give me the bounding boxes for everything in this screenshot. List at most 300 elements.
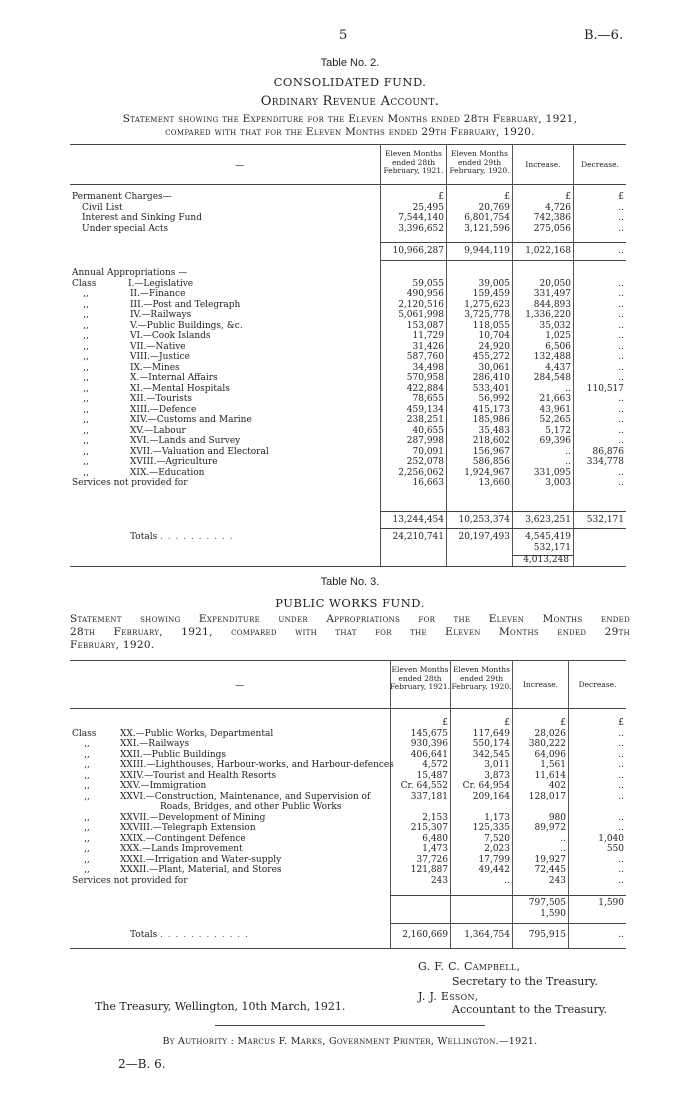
pound-sign: £ xyxy=(504,718,510,728)
value-increase: 4,726 xyxy=(545,202,571,213)
row-label: XX.—Public Works, Departmental xyxy=(120,728,274,739)
value-increase: 72,445 xyxy=(534,865,566,875)
value-decrease: .. xyxy=(618,289,624,299)
value-increase: 380,222 xyxy=(528,739,566,749)
table-row xyxy=(70,813,626,824)
table2-fund-title: CONSOLIDATED FUND. xyxy=(273,75,427,89)
table-row xyxy=(70,331,626,342)
table2-net-increase: 4,013,248 xyxy=(523,555,569,565)
row-prefix: ,, xyxy=(83,425,89,436)
table2-annual-appropriations xyxy=(70,268,626,489)
printer-authority: By Authority : Marcus F. Marks, Government Printer, Wellington.—1921. xyxy=(162,1036,538,1047)
table-row xyxy=(70,213,626,224)
subtotal-decrease: 532,171 xyxy=(586,515,624,525)
row-prefix: ,, xyxy=(83,320,89,331)
value-1921: 4,572 xyxy=(422,760,448,770)
row-prefix: ,, xyxy=(83,331,89,341)
row-label: Interest and Sinking Fund xyxy=(82,213,202,223)
table-row xyxy=(70,224,626,235)
value-decrease: .. xyxy=(618,823,624,833)
row-prefix: ,, xyxy=(83,362,89,373)
row-label: XXII.—Public Buildings xyxy=(120,749,227,760)
value-1920: 185,986 xyxy=(472,415,510,425)
value-decrease: .. xyxy=(618,760,624,770)
value-increase: .. xyxy=(560,844,566,854)
row-label: IX.—Mines xyxy=(130,362,180,373)
row-prefix: ,, xyxy=(84,844,90,854)
value-increase: 331,497 xyxy=(533,289,571,299)
value-increase: 1,025 xyxy=(545,331,571,341)
value-1920: 533,401 xyxy=(472,383,510,394)
table-row xyxy=(70,394,626,405)
value-1920: 117,649 xyxy=(472,728,510,739)
value-increase: 52,265 xyxy=(539,415,571,425)
value-increase: 980 xyxy=(548,812,566,823)
row-label: X.—Internal Affairs xyxy=(130,373,218,383)
table-row: Totals . . . . . . . . . . . . 2,160,669 1,364,754 795,915 .. xyxy=(130,930,624,940)
row-label: V.—Public Buildings, &c. xyxy=(130,320,243,331)
value-1920: 159,459 xyxy=(472,289,510,299)
row-label: XXVII.—Development of Mining xyxy=(120,812,266,823)
pound-sign: £ xyxy=(560,718,566,728)
value-1921: Cr. 64,552 xyxy=(400,781,448,791)
table-row xyxy=(70,405,626,416)
value-1921: 70,091 xyxy=(412,446,444,457)
value-1921: 1,473 xyxy=(422,844,448,854)
table-row xyxy=(70,342,626,353)
value-1921: 2,120,516 xyxy=(398,299,444,310)
value-1920: 49,442 xyxy=(478,865,510,875)
row-label: XIX.—Education xyxy=(130,467,205,478)
value-1920: 586,856 xyxy=(472,457,510,467)
value-1921: 3,396,652 xyxy=(398,223,444,234)
value-decrease: .. xyxy=(618,436,624,446)
table2-permanent-charges xyxy=(70,192,626,234)
value-1920: 35,483 xyxy=(478,425,510,436)
total-increase: 795,915 xyxy=(528,930,566,940)
value-decrease: .. xyxy=(618,425,624,436)
row-label: XXIX.—Contingent Defence xyxy=(120,833,246,844)
table2-statement-line1: Statement showing the Expenditure for the Eleven Months ended 28th February, 1921, xyxy=(122,113,578,125)
total-decrease-offset: 532,171 xyxy=(533,542,571,553)
value-increase: 275,056 xyxy=(533,223,571,234)
table-row xyxy=(70,268,626,279)
value-increase: .. xyxy=(565,446,571,457)
value-1920: .. xyxy=(504,875,510,886)
value-decrease: .. xyxy=(618,341,624,352)
value-decrease: .. xyxy=(618,352,624,362)
row-prefix: Class xyxy=(72,728,97,739)
value-decrease: 550 xyxy=(606,844,624,854)
value-decrease: .. xyxy=(618,394,624,404)
table2-statement-line2: compared with that for the Eleven Months ended 29th February, 1920. xyxy=(165,126,535,138)
table-row xyxy=(70,855,626,866)
table3-header-increase: Increase. xyxy=(522,680,559,689)
value-1921: 15,487 xyxy=(416,770,448,781)
table2-header-increase: Increase. xyxy=(525,160,561,169)
value-1920: 550,174 xyxy=(472,739,510,749)
value-1920: 1,924,967 xyxy=(464,467,510,478)
row-prefix: ,, xyxy=(84,749,90,760)
value-1920: 30,061 xyxy=(478,362,510,373)
value-1920: 3,121,596 xyxy=(464,223,510,234)
value-decrease: .. xyxy=(618,362,624,373)
subtotal-1921: 10,966,287 xyxy=(392,246,444,256)
table3-header-decrease: Decrease. xyxy=(578,680,617,689)
value-1920: 7,520 xyxy=(484,833,510,844)
value-1921: 25,495 xyxy=(412,202,444,213)
table-row xyxy=(70,771,626,782)
value-increase: 128,017 xyxy=(528,791,566,802)
value-decrease: .. xyxy=(618,320,624,331)
row-prefix: Class xyxy=(72,278,97,289)
table-row xyxy=(70,373,626,384)
row-label-continued: Roads, Bridges, and other Public Works xyxy=(160,802,342,812)
table-row xyxy=(70,384,626,395)
table-row xyxy=(70,844,626,855)
table-row xyxy=(70,363,626,374)
row-prefix: ,, xyxy=(83,467,89,478)
value-1920: 209,164 xyxy=(472,791,510,802)
value-1921: 153,087 xyxy=(406,320,444,331)
row-prefix: ,, xyxy=(83,289,89,299)
footer-code: 2—B. 6. xyxy=(118,1057,166,1071)
value-decrease: .. xyxy=(618,749,624,760)
value-1920: 2,023 xyxy=(484,844,510,854)
subtotal-1920: 10,253,374 xyxy=(458,515,510,525)
row-prefix: ,, xyxy=(83,310,89,320)
value-decrease: .. xyxy=(618,299,624,310)
table-row xyxy=(70,876,626,887)
value-decrease: .. xyxy=(618,739,624,749)
pound-sign: £ xyxy=(565,192,571,202)
value-decrease: 334,778 xyxy=(586,457,624,467)
row-prefix: ,, xyxy=(83,373,89,383)
signatory-2-title: Accountant to the Treasury. xyxy=(452,1003,607,1016)
row-label: VII.—Native xyxy=(130,341,186,352)
value-decrease: 110,517 xyxy=(586,383,624,394)
row-label: XII.—Tourists xyxy=(130,394,192,404)
value-increase: .. xyxy=(565,383,571,394)
row-prefix: ,, xyxy=(83,352,89,362)
table-row xyxy=(70,468,626,479)
value-increase: 35,032 xyxy=(539,320,571,331)
table-row xyxy=(70,760,626,771)
row-prefix: ,, xyxy=(83,404,89,415)
table-row xyxy=(70,415,626,426)
value-1921: 422,884 xyxy=(406,383,444,394)
total-1921: 24,210,741 xyxy=(392,532,444,542)
value-decrease: .. xyxy=(618,278,624,289)
total-1920: 1,364,754 xyxy=(464,930,510,940)
value-decrease: .. xyxy=(618,331,624,341)
row-prefix: ,, xyxy=(83,436,89,446)
value-increase: 331,095 xyxy=(533,467,571,478)
value-increase: 1,561 xyxy=(540,760,566,770)
table3-subtotal xyxy=(70,898,626,919)
value-1920: 218,602 xyxy=(472,436,510,446)
value-1921: 7,544,140 xyxy=(398,213,444,223)
value-decrease: 86,876 xyxy=(592,446,624,457)
row-label: XXIV.—Tourist and Health Resorts xyxy=(120,770,277,781)
value-increase: 844,893 xyxy=(533,299,571,310)
table-row xyxy=(70,543,626,554)
value-decrease: .. xyxy=(618,854,624,865)
table3-header-1920: Eleven Months ended 29th February, 1920. xyxy=(451,665,512,691)
value-increase: 28,026 xyxy=(534,728,566,739)
table3-header-1921: Eleven Months ended 28th February, 1921. xyxy=(390,665,450,691)
table2-permanent-subtotal xyxy=(70,246,626,257)
value-1921: 11,729 xyxy=(412,331,444,341)
signatory-1-title: Secretary to the Treasury. xyxy=(452,975,598,988)
table-row xyxy=(70,447,626,458)
row-prefix: ,, xyxy=(83,299,89,310)
table-row xyxy=(70,310,626,321)
value-decrease: .. xyxy=(618,467,624,478)
row-prefix: ,, xyxy=(84,760,90,770)
value-1921: 287,998 xyxy=(406,436,444,446)
value-1920: 125,335 xyxy=(472,823,510,833)
table-row xyxy=(70,823,626,834)
table-row xyxy=(70,898,626,909)
value-increase: 742,386 xyxy=(533,213,571,223)
pound-sign: £ xyxy=(442,718,448,728)
value-1921: 215,307 xyxy=(410,823,448,833)
table3-statement-line2: 28th February, 1921, compared with that for the Eleven Months ended 29th xyxy=(70,626,630,638)
row-label: Services not provided for xyxy=(72,875,188,886)
value-increase: 69,396 xyxy=(539,436,571,446)
value-1920: 1,275,623 xyxy=(464,299,510,310)
value-1921: 587,760 xyxy=(406,352,444,362)
table2-account-title: Ordinary Revenue Account. xyxy=(260,94,440,109)
row-prefix: ,, xyxy=(84,865,90,875)
value-1920: 455,272 xyxy=(472,352,510,362)
row-prefix: ,, xyxy=(83,446,89,457)
total-increase: 4,545,419 xyxy=(525,532,571,542)
table-row xyxy=(70,909,626,920)
row-label: XXX.—Lands Improvement xyxy=(120,844,243,854)
row-label: XXI.—Railways xyxy=(120,739,190,749)
value-increase: .. xyxy=(565,457,571,467)
table-row xyxy=(70,834,626,845)
value-increase: 243 xyxy=(548,875,566,886)
value-decrease: .. xyxy=(618,728,624,739)
value-increase: 6,506 xyxy=(545,341,571,352)
row-label: Civil List xyxy=(82,202,123,213)
row-label: XI.—Mental Hospitals xyxy=(130,383,230,394)
row-prefix: ,, xyxy=(84,823,90,833)
value-1921: 145,675 xyxy=(410,728,448,739)
value-increase: 20,050 xyxy=(539,278,571,289)
value-1921: 6,480 xyxy=(422,833,448,844)
table-row xyxy=(70,750,626,761)
subtotal-1921: 13,244,454 xyxy=(392,515,444,525)
pound-sign: £ xyxy=(618,192,624,202)
table3-statement-line3: February, 1920. xyxy=(70,639,155,651)
table-row xyxy=(70,478,626,489)
table3-statement-line1: Statement showing Expenditure under Appropriations for the Eleven Months ended xyxy=(70,613,630,625)
value-increase: 89,972 xyxy=(534,823,566,833)
value-1921: 2,153 xyxy=(422,812,448,823)
pound-sign: £ xyxy=(438,192,444,202)
row-label: XIII.—Defence xyxy=(130,404,197,415)
row-label: XXV.—Immigration xyxy=(120,781,207,791)
table3-header-blank: — xyxy=(235,680,245,691)
value-1921: 31,426 xyxy=(412,341,444,352)
row-prefix: ,, xyxy=(84,812,90,823)
row-prefix: ,, xyxy=(83,457,89,467)
table-row xyxy=(70,515,626,526)
value-increase: 21,663 xyxy=(539,394,571,404)
table-row xyxy=(70,739,626,750)
value-increase: 402 xyxy=(548,781,566,791)
value-1921: 78,655 xyxy=(412,394,444,404)
row-label: XVIII.—Agriculture xyxy=(130,457,218,467)
subtotal-decrease: .. xyxy=(618,246,624,256)
value-1921: 238,251 xyxy=(406,415,444,425)
value-1920: 1,173 xyxy=(484,812,510,823)
value-1921: 406,641 xyxy=(410,749,448,760)
table-row xyxy=(70,436,626,447)
value-1920: 415,173 xyxy=(472,404,510,415)
value-1920: 20,769 xyxy=(478,202,510,213)
table-row xyxy=(70,781,626,792)
place-and-date: The Treasury, Wellington, 10th March, 1921. xyxy=(95,1000,346,1013)
row-label: XIV.—Customs and Marine xyxy=(130,415,252,425)
table-row xyxy=(70,426,626,437)
table3-totals xyxy=(70,930,626,941)
row-prefix: ,, xyxy=(84,770,90,781)
value-1920: 118,055 xyxy=(472,320,510,331)
table-row xyxy=(70,792,626,813)
subtotal-decrease-offset: 1,590 xyxy=(540,908,566,919)
subtotal-increase: 797,505 xyxy=(528,898,566,908)
value-1920: 342,545 xyxy=(472,749,510,760)
row-label: XVI.—Lands and Survey xyxy=(130,436,241,446)
table-row xyxy=(70,729,626,740)
pound-sign: £ xyxy=(504,192,510,202)
row-label: III.—Post and Telegraph xyxy=(130,299,241,310)
row-prefix: ,, xyxy=(84,781,90,791)
total-1920: 20,197,493 xyxy=(458,532,510,542)
row-label: VIII.—Justice xyxy=(130,352,190,362)
value-decrease: .. xyxy=(618,875,624,886)
table-row: Totals . . . . . . . . . . 24,210,741 20,197,493 4,545,419 xyxy=(130,532,571,542)
row-label: Services not provided for xyxy=(72,478,188,488)
row-label: IV.—Railways xyxy=(130,310,192,320)
table3-appropriations xyxy=(70,718,626,886)
table2-header-blank: — xyxy=(235,160,245,171)
value-1920: 10,704 xyxy=(478,331,510,341)
value-decrease: .. xyxy=(618,415,624,425)
value-increase: 4,437 xyxy=(545,362,571,373)
value-1920: Cr. 64,954 xyxy=(462,781,510,791)
value-increase: 64,096 xyxy=(534,749,566,760)
table2-totals xyxy=(70,532,626,553)
table3-fund-title: PUBLIC WORKS FUND. xyxy=(275,596,425,610)
row-label: XXXI.—Irrigation and Water-supply xyxy=(120,854,282,865)
row-label: XV.—Labour xyxy=(130,425,186,436)
value-decrease: .. xyxy=(618,865,624,875)
table-row xyxy=(70,321,626,332)
value-increase: 3,003 xyxy=(545,478,571,488)
value-increase: 43,961 xyxy=(539,404,571,415)
row-label: I.—Legislative xyxy=(128,278,194,289)
value-1921: 2,256,062 xyxy=(398,467,444,478)
value-1921: 34,498 xyxy=(412,362,444,373)
value-decrease: .. xyxy=(618,213,624,223)
value-decrease: .. xyxy=(618,373,624,383)
value-decrease: .. xyxy=(618,770,624,781)
value-1920: 3,011 xyxy=(484,760,510,770)
value-1921: 16,663 xyxy=(412,478,444,488)
value-1921: 37,726 xyxy=(416,854,448,865)
row-label: VI.—Cook Islands xyxy=(130,331,211,341)
row-label: XVII.—Valuation and Electoral xyxy=(130,446,269,457)
value-1921: 40,655 xyxy=(412,425,444,436)
value-decrease: .. xyxy=(618,812,624,823)
value-1920: 17,799 xyxy=(478,854,510,865)
value-1921: 121,887 xyxy=(410,865,448,875)
table3-number: Table No. 3. xyxy=(320,576,380,588)
value-decrease: .. xyxy=(618,310,624,320)
value-increase: 5,172 xyxy=(545,425,571,436)
table-row xyxy=(70,192,626,203)
value-1920: 39,005 xyxy=(478,278,510,289)
value-increase: 284,548 xyxy=(533,373,571,383)
value-1920: 3,725,778 xyxy=(464,310,510,320)
value-decrease: .. xyxy=(618,404,624,415)
table-row xyxy=(70,457,626,468)
row-label: Under special Acts xyxy=(82,223,169,234)
totals-label: Totals xyxy=(130,930,158,940)
table2-annual-subtotal xyxy=(70,515,626,526)
row-prefix: ,, xyxy=(84,833,90,844)
value-1920: 3,873 xyxy=(484,770,510,781)
table-row xyxy=(70,718,626,729)
table2-header-decrease: Decrease. xyxy=(581,160,619,169)
row-prefix: ,, xyxy=(83,394,89,404)
value-1921: 570,958 xyxy=(406,373,444,383)
subtotal-increase: 1,022,168 xyxy=(525,246,571,256)
value-increase: 1,336,220 xyxy=(525,310,571,320)
value-1921: 5,061,998 xyxy=(398,310,444,320)
subtotal-1920: 9,944,119 xyxy=(464,246,510,256)
value-1921: 243 xyxy=(430,875,448,886)
signatory-1-name: G. F. C. Campbell, xyxy=(418,960,521,973)
value-1920: 156,967 xyxy=(472,446,510,457)
permanent-heading: Permanent Charges— xyxy=(72,192,172,202)
row-prefix: ,, xyxy=(83,341,89,352)
table-row xyxy=(70,865,626,876)
value-1920: 6,801,754 xyxy=(464,213,510,223)
row-label: II.—Finance xyxy=(130,289,186,299)
value-decrease: .. xyxy=(618,478,624,488)
value-1921: 252,078 xyxy=(406,457,444,467)
subtotal-increase: 3,623,251 xyxy=(525,515,571,525)
value-1920: 13,660 xyxy=(478,478,510,488)
subtotal-decrease: 1,590 xyxy=(598,898,624,908)
total-1921: 2,160,669 xyxy=(402,930,448,940)
value-1921: 337,181 xyxy=(410,791,448,802)
value-1921: 490,956 xyxy=(406,289,444,299)
table2-header-1921: Eleven Months ended 28th February, 1921. xyxy=(383,149,444,175)
value-decrease: .. xyxy=(618,791,624,802)
table-row xyxy=(70,203,626,214)
value-increase: .. xyxy=(560,833,566,844)
table-row xyxy=(70,352,626,363)
value-1921: 59,055 xyxy=(412,278,444,289)
